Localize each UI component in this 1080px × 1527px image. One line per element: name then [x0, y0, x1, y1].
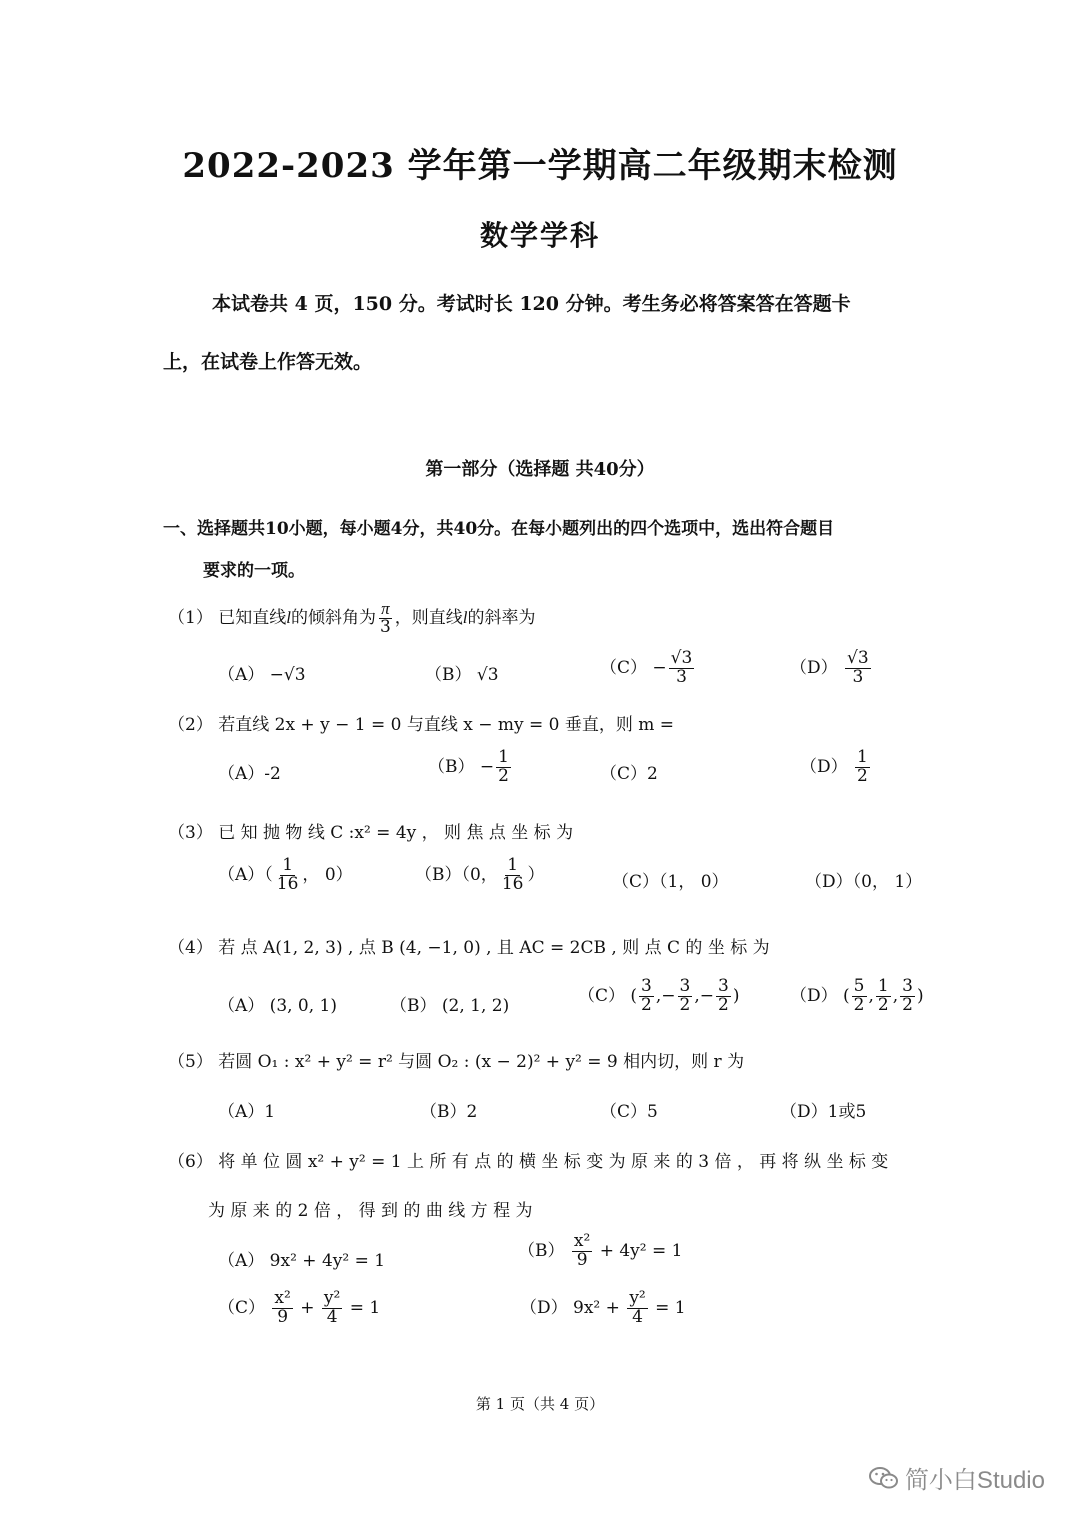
question-2: （2） 若直线 2x + y − 1 = 0 与直线 x − my = 0 垂直，则 m =	[168, 715, 675, 735]
question-1: （1） 已知直线l的倾斜角为 $\frac{\pi}{3}$ ，则直线l的斜率为	[168, 599, 536, 637]
q2-option-b: （B） − $\frac{1}{2}$	[428, 747, 509, 786]
q3-option-b: （B）（0， $\frac{1}{16}$ ）	[415, 855, 545, 894]
q6-option-b: （B） $\frac{\text{x²}}{9}$ + 4y² = 1	[518, 1231, 683, 1270]
q1-option-a: （A） −√3	[218, 665, 306, 685]
subject-title: 数学学科	[479, 219, 600, 252]
q3-option-c: （C）（1， 0）	[612, 872, 729, 892]
q6-option-d: （D） 9x² + $\frac{\text{y²}}{4}$ = 1	[520, 1288, 686, 1327]
q5-option-a: （A）1	[218, 1102, 276, 1122]
q2-option-d: （D） $\frac{1}{2}$	[800, 747, 868, 786]
q4-option-b: （B） (2, 1, 2)	[390, 996, 510, 1016]
watermark-text: 简小白Studio	[904, 1467, 1045, 1494]
page-footer: 第 1 页（共 4 页）	[475, 1395, 605, 1413]
page-title: 2022-2023 学年第一学期高二年级期末检测	[182, 146, 898, 186]
q3-option-a: （A）（ $\frac{1}{16}$ ， 0）	[218, 855, 353, 894]
watermark	[869, 1460, 1045, 1495]
q1-option-b: （B） √3	[425, 665, 499, 685]
q4-option-d: （D） ( $\frac{5}{2}$ , $\frac{1}{2}$ , $\frac{3}{2}$ )	[790, 976, 924, 1015]
question-6-line-1: （6） 将 单 位 圆 x² + y² = 1 上 所 有 点 的 横 坐 标 变 为 原 来 的 3 倍 ， 再 将 纵 坐 标 变	[168, 1152, 889, 1172]
question-3: （3） 已 知 抛 物 线 C :x² = 4y ， 则 焦 点 坐 标 为	[168, 823, 574, 843]
q5-option-d: （D）1或5	[780, 1102, 867, 1122]
intro-line-1: 本试卷共 4 页，150 分。考试时长 120 分钟。考生务必将答案答在答题卡	[212, 293, 851, 315]
q5-option-c: （C）5	[600, 1102, 658, 1122]
wechat-icon	[869, 1466, 899, 1490]
intro-line-2: 上，在试卷上作答无效。	[163, 351, 373, 373]
q6-option-c: （C） $\frac{\text{x²}}{9}$ + $\frac{\text{y²}}{4}$ = 1	[218, 1288, 381, 1327]
section-instruction-2: 要求的一项。	[203, 561, 305, 581]
part-title: 第一部分（选择题 共40分）	[425, 459, 655, 480]
question-6-line-2: 为 原 来 的 2 倍 ， 得 到 的 曲 线 方 程 为	[208, 1201, 533, 1221]
q2-option-c: （C）2	[600, 764, 658, 784]
q4-option-a: （A） (3, 0, 1)	[218, 996, 338, 1016]
q5-option-b: （B）2	[420, 1102, 478, 1122]
section-instruction-1: 一、选择题共10小题，每小题4分，共40分。在每小题列出的四个选项中，选出符合题目	[163, 519, 835, 539]
q4-option-c: （C） ( $\frac{3}{2}$ ,− $\frac{3}{2}$ ,− $\frac{3}{2}$ )	[578, 976, 740, 1015]
q1-option-d: （D） $\frac{√3}{3}$	[790, 648, 869, 687]
question-4: （4） 若 点 A(1, 2, 3) , 点 B (4, −1, 0) , 且 AC = 2CB , 则 点 C 的 坐 标 为	[168, 938, 770, 958]
q3-option-d: （D）（0， 1）	[805, 872, 923, 892]
q1-option-c: （C） − $\frac{√3}{3}$	[600, 648, 693, 687]
q2-option-a: （A）-2	[218, 764, 281, 784]
q6-option-a: （A） 9x² + 4y² = 1	[218, 1251, 386, 1271]
question-5: （5） 若圆 O₁ : x² + y² = r² 与圆 O₂ : (x − 2)² + y² = 9 相内切，则 r 为	[168, 1052, 745, 1072]
